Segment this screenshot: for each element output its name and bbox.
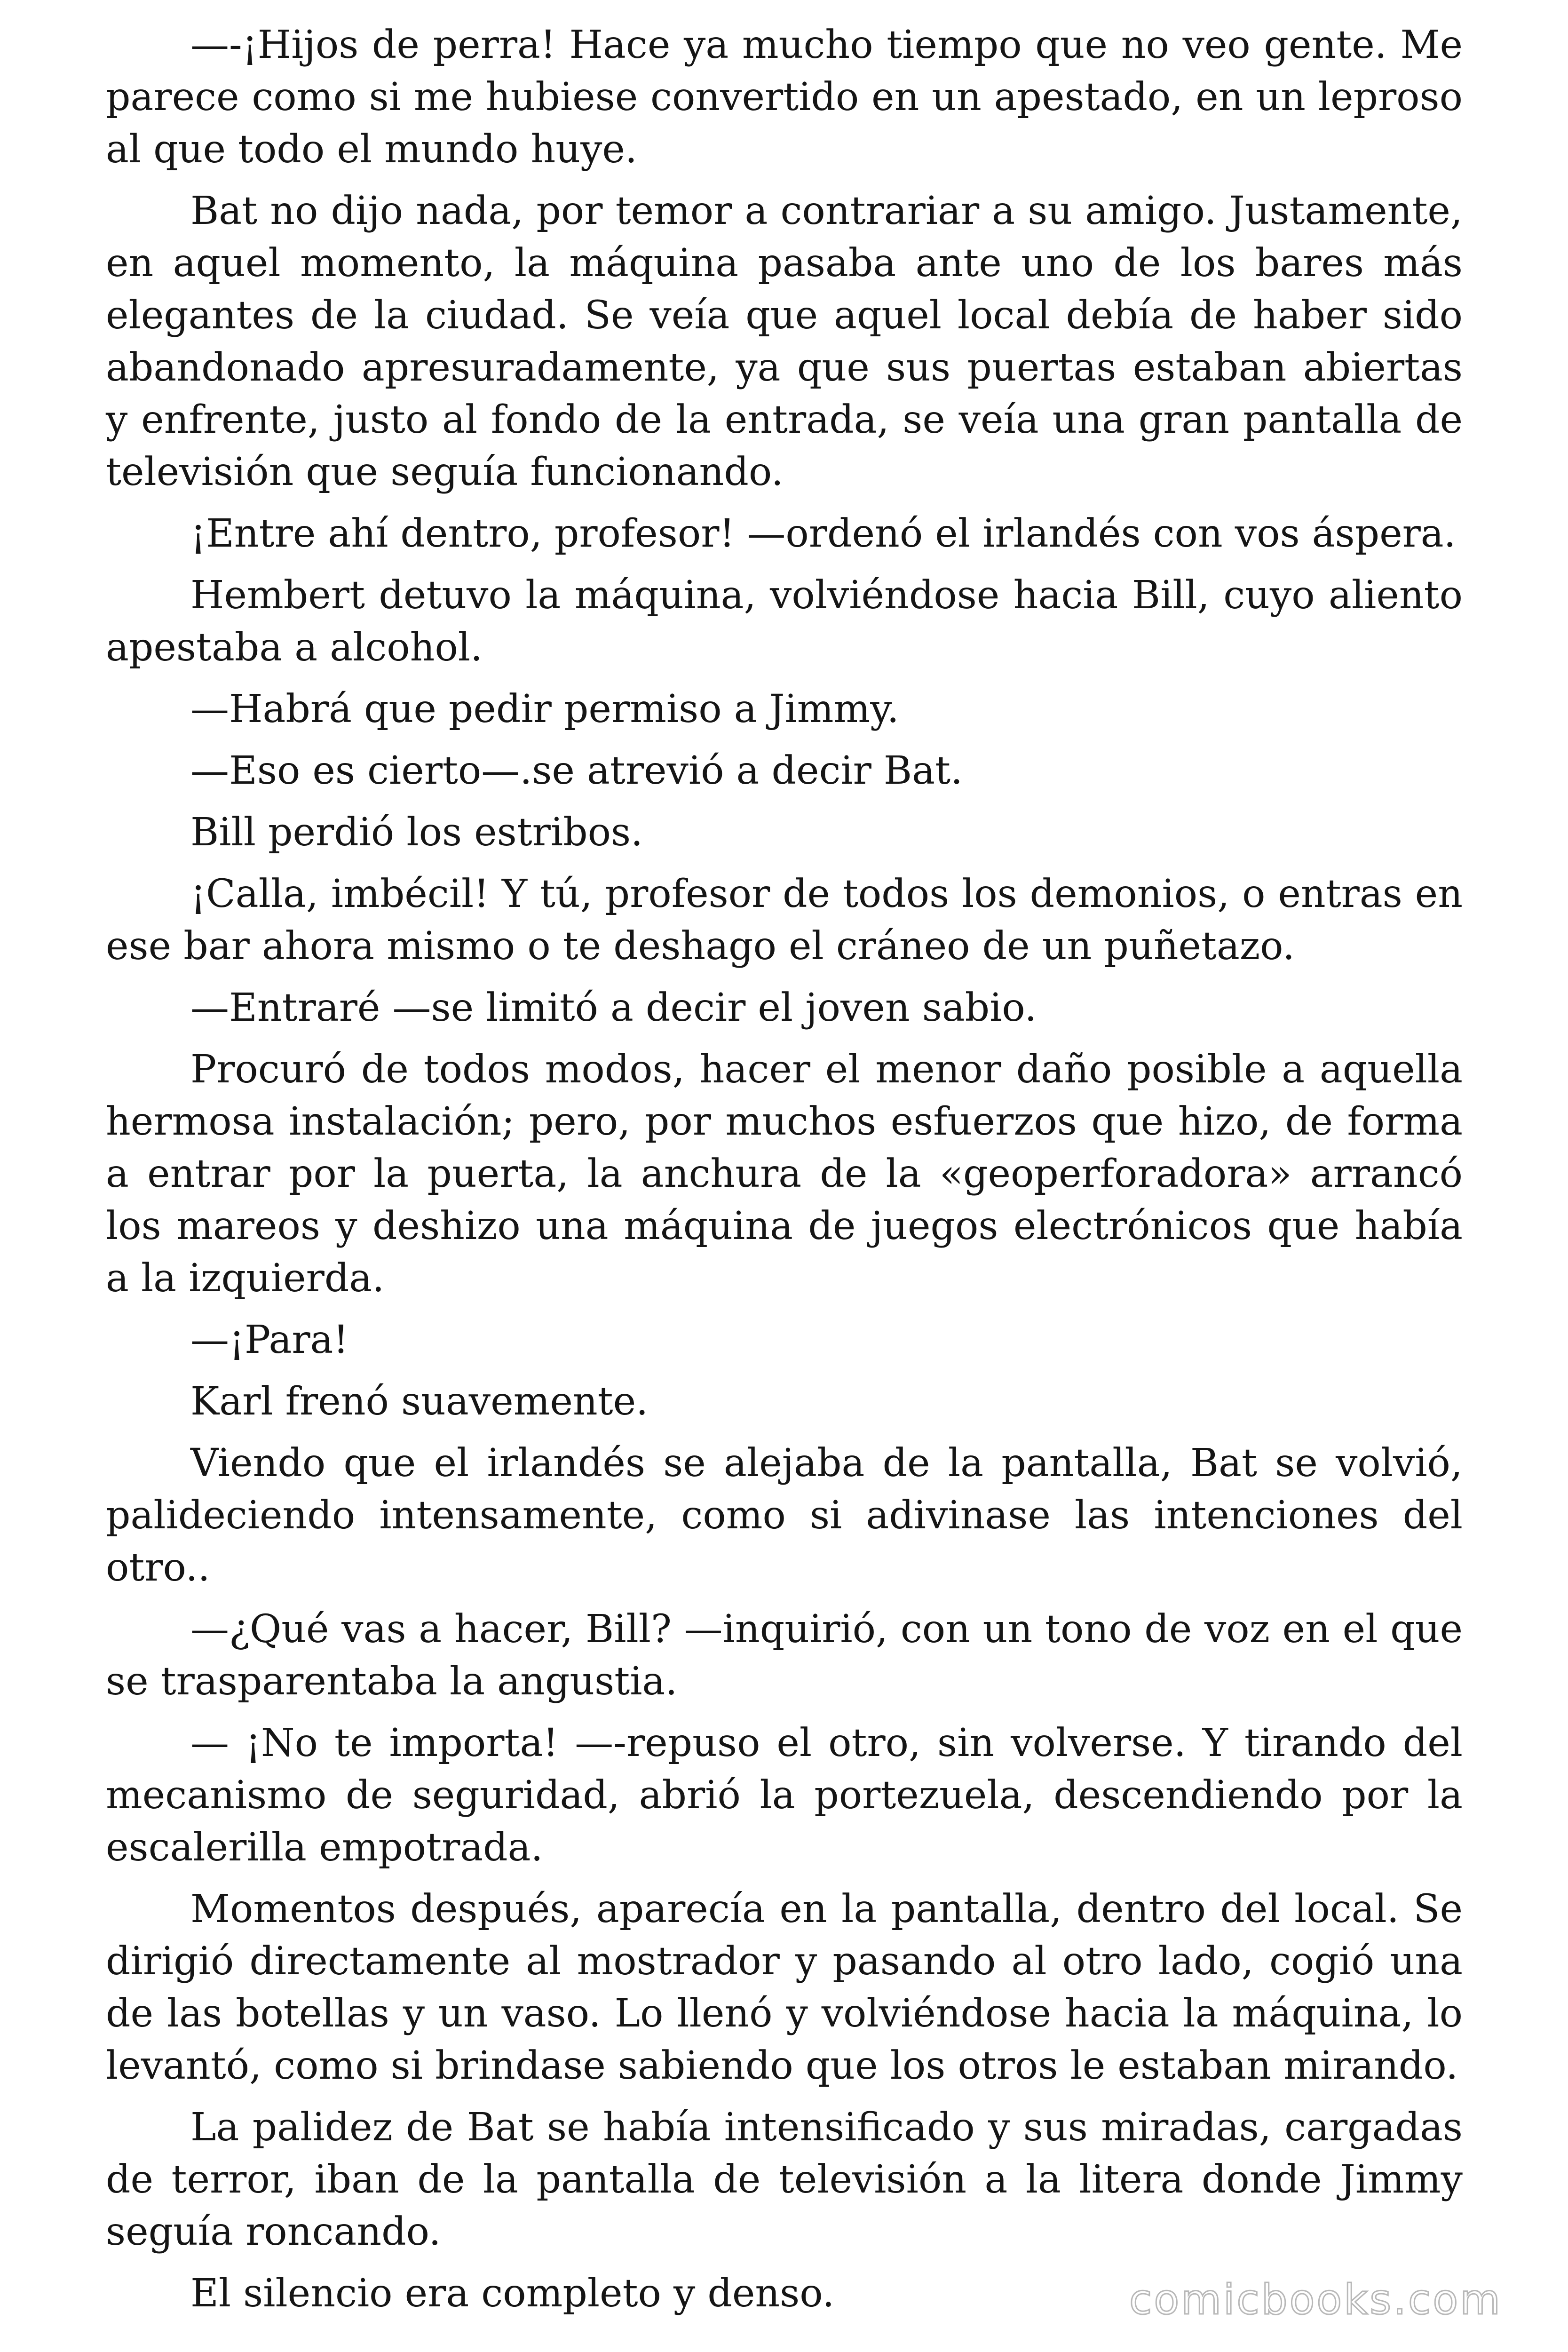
watermark: comicbooks.com: [1129, 2275, 1502, 2324]
paragraph-6: —Eso es cierto—.se atrevió a decir Bat.: [190, 748, 963, 793]
paragraph-16: Momentos después, aparecía en la pantalla, dentro del local. Se dirigió directamente al mostrador y pasando al otro lado, cogió una de las botellas y un vaso. Lo llenó y volviéndose hacia la máquina, lo levantó, como si brindase sabiendo que los otros le estaban mirando.: [106, 1887, 1463, 2088]
paragraph-15: — ¡No te importa! —-repuso el otro, sin volverse. Y tirando del mecanismo de seguridad, abrió la portezuela, descendiendo por la escalerilla empotrada.: [106, 1721, 1463, 1870]
paragraph-17: La palidez de Bat se había intensificado y sus miradas, cargadas de terror, iban de la pantalla de televisión a la litera donde Jimmy seguía roncando.: [106, 2105, 1463, 2254]
book-page-text: [106, 19, 1463, 2329]
paragraph-13: Viendo que el irlandés se alejaba de la pantalla, Bat se volvió, palideciendo intensamente, como si adivinase las intenciones del otro..: [106, 1441, 1463, 1590]
paragraph-8: ¡Calla, imbécil! Y tú, profesor de todos los demonios, o entras en ese bar ahora mismo o te deshago el cráneo de un puñetazo.: [106, 872, 1463, 969]
paragraph-2: Bat no dijo nada, por temor a contrariar a su amigo. Justamente, en aquel momento, la máquina pasaba ante uno de los bares más elegantes de la ciudad. Se veía que aquel local debía de haber sido abandonado apresuradamente, ya que sus puertas estaban abiertas y enfrente, justo al fondo de la entrada, se veía una gran pantalla de televisión que seguía funcionando.: [106, 189, 1463, 494]
paragraph-10: Procuró de todos modos, hacer el menor daño posible a aquella hermosa instalación; pero, por muchos esfuerzos que hizo, de forma a entrar por la puerta, la anchura de la «geoperforadora» arrancó los mareos y deshizo una máquina de juegos electrónicos que había a la izquierda.: [106, 1047, 1463, 1301]
paragraph-3: ¡Entre ahí dentro, profesor! —ordenó el irlandés con vos áspera.: [190, 511, 1456, 556]
paragraph-7: Bill perdió los estribos.: [190, 810, 643, 855]
paragraph-9: —Entraré —se limitó a decir el joven sabio.: [190, 985, 1037, 1030]
paragraph-12: Karl frenó suavemente.: [190, 1379, 649, 1424]
paragraph-1: —-¡Hijos de perra! Hace ya mucho tiempo que no veo gente. Me parece como si me hubiese convertido en un apestado, en un leproso al que todo el mundo huye.: [106, 23, 1463, 172]
paragraph-14: —¿Qué vas a hacer, Bill? —inquirió, con un tono de voz en el que se trasparentaba la angustia.: [106, 1607, 1463, 1704]
paragraph-18: El silencio era completo y denso.: [190, 2271, 835, 2316]
paragraph-5: —Habrá que pedir permiso a Jimmy.: [190, 687, 899, 731]
paragraph-4: Hembert detuvo la máquina, volviéndose hacia Bill, cuyo aliento apestaba a alcohol.: [106, 573, 1463, 670]
paragraph-11: —¡Para!: [190, 1318, 349, 1362]
